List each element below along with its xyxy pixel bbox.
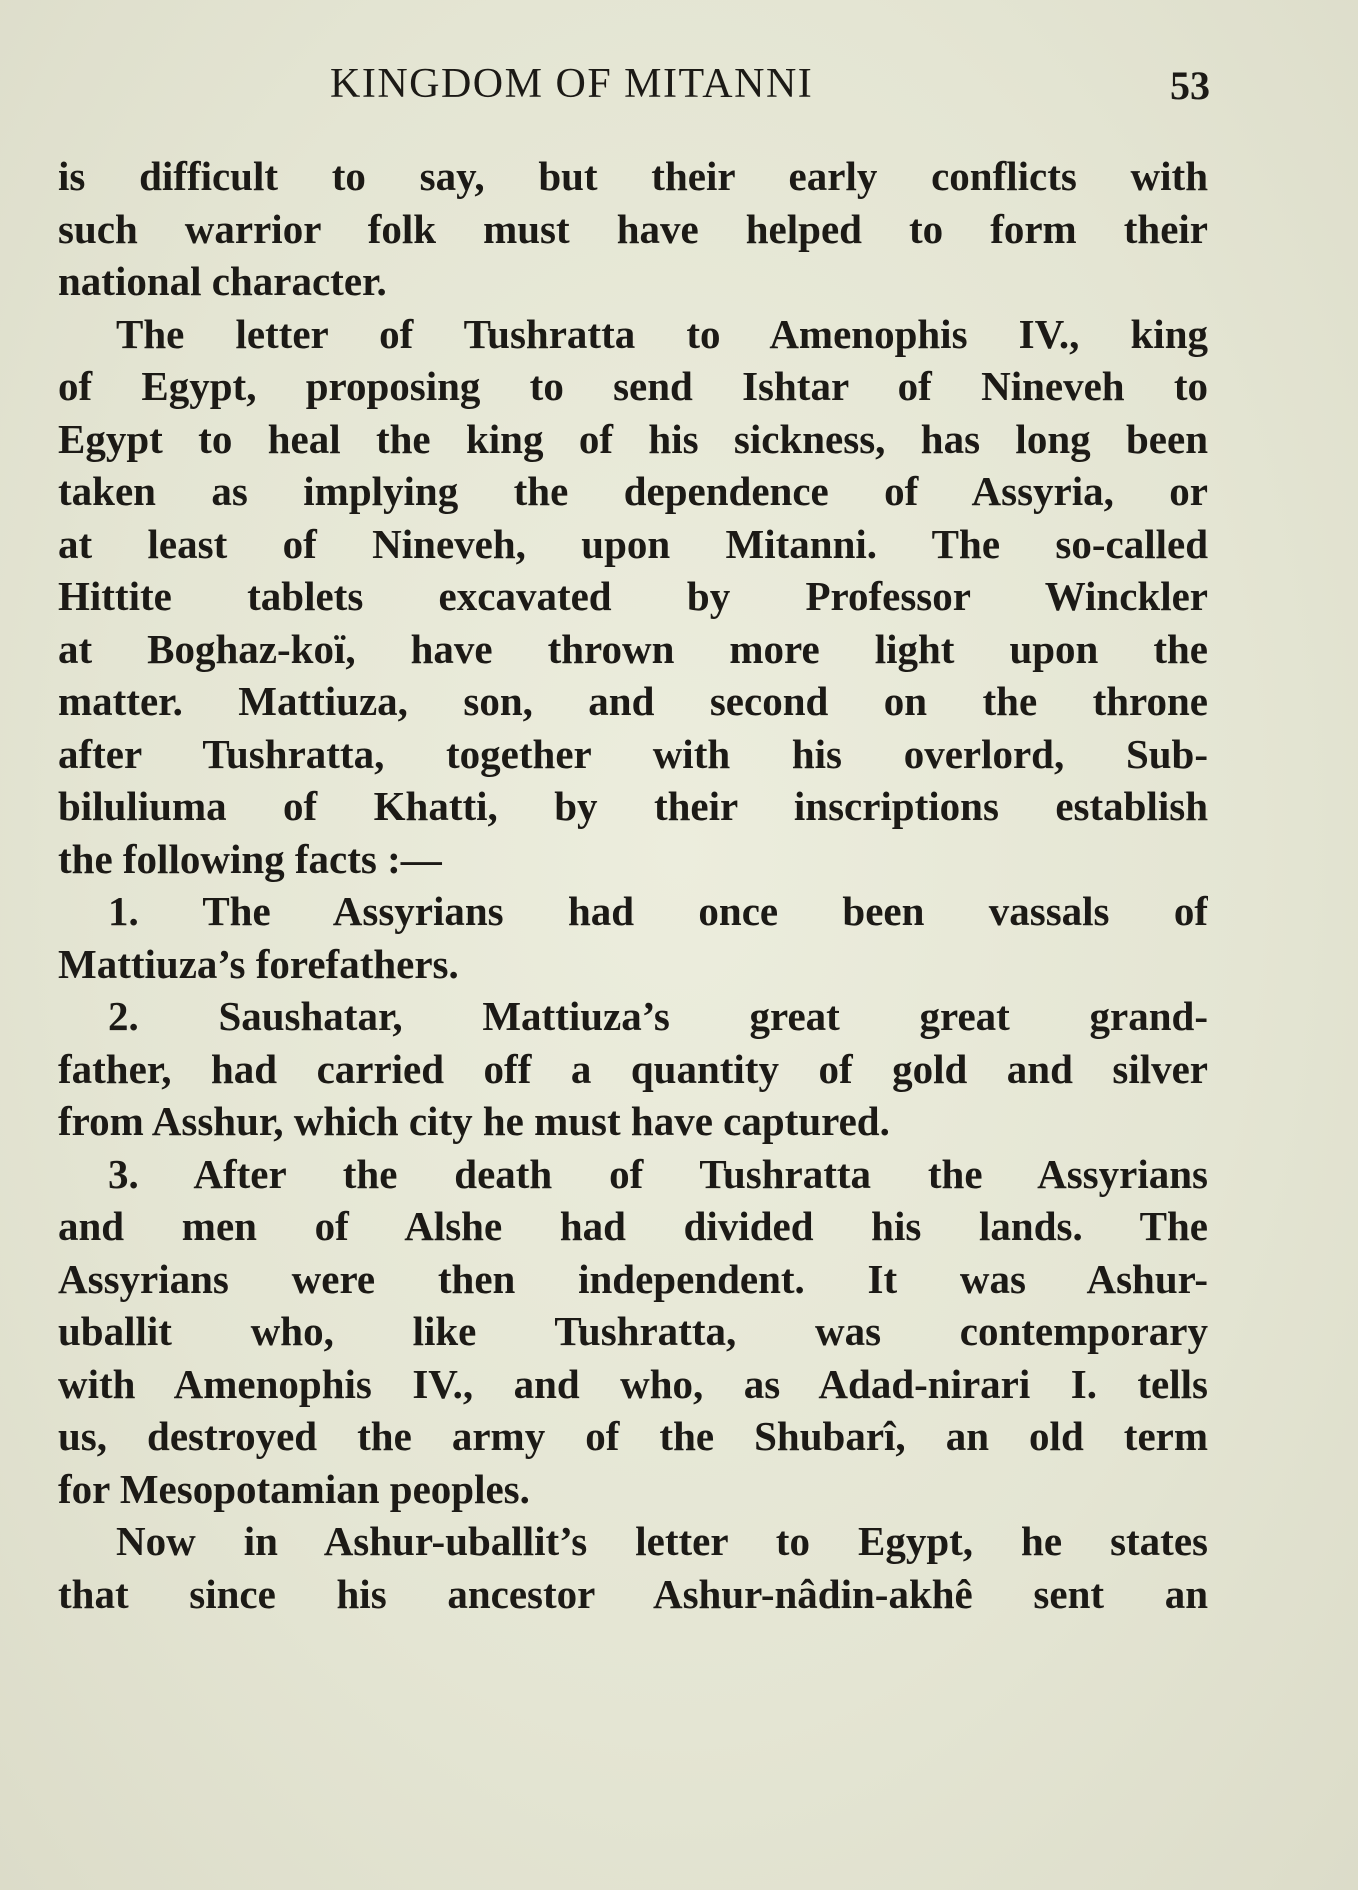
text-line: The letter of Tushratta to Amenophis IV., king xyxy=(116,310,1208,357)
text-line: Hittite tablets excavated by Professor Winckler xyxy=(58,573,1208,619)
running-head xyxy=(60,60,1210,120)
body-text xyxy=(58,150,1208,1620)
text-line: Assyrians were then independent. It was Ashur- xyxy=(58,1255,1208,1302)
text-line: of Egypt, proposing to send Ishtar of Nineveh to xyxy=(58,363,1208,409)
text-line: 2. Saushatar, Mattiuza’s great great grand- xyxy=(108,993,1208,1039)
text-line: uballit who, like Tushratta, was contemporary xyxy=(58,1308,1208,1354)
text-line: Now in Ashur-uballit’s letter to Egypt, he states xyxy=(116,1518,1208,1564)
text-line: 3. After the death of Tushratta the Assyrians xyxy=(108,1150,1208,1197)
text-line: the following facts :— xyxy=(58,835,442,882)
text-line: from Asshur, which city he must have captured. xyxy=(58,1098,890,1144)
text-line: taken as implying the dependence of Assyria, or xyxy=(58,468,1208,514)
page-number: 53 xyxy=(1170,63,1210,108)
text-line: such warrior folk must have helped to form their xyxy=(58,205,1208,252)
text-line: national character. xyxy=(58,258,387,304)
text-line: for Mesopotamian peoples. xyxy=(58,1465,530,1512)
text-line: Mattiuza’s forefathers. xyxy=(58,940,459,987)
text-line: Egypt to heal the king of his sickness, has long been xyxy=(58,415,1208,462)
text-line: at Boghaz-koï, have thrown more light upon the xyxy=(58,625,1208,672)
text-line: and men of Alshe had divided his lands. The xyxy=(58,1203,1208,1249)
text-line: us, destroyed the army of the Shubarî, an old term xyxy=(58,1413,1208,1459)
running-title: KINGDOM OF MITANNI xyxy=(330,61,814,107)
text-line: that since his ancestor Ashur-nâdin-akhê sent an xyxy=(58,1570,1208,1617)
text-line: father, had carried off a quantity of gold and silver xyxy=(58,1045,1208,1092)
text-line: after Tushratta, together with his overlord, Sub- xyxy=(58,730,1208,777)
text-line: 1. The Assyrians had once been vassals of xyxy=(108,888,1208,934)
text-line: at least of Nineveh, upon Mitanni. The so-called xyxy=(58,520,1208,567)
text-line: biluliuma of Khatti, by their inscriptions establish xyxy=(58,783,1208,829)
text-line: is difficult to say, but their early conflicts with xyxy=(58,153,1208,199)
text-line: matter. Mattiuza, son, and second on the throne xyxy=(58,678,1208,724)
text-line: with Amenophis IV., and who, as Adad-nirari I. tells xyxy=(58,1360,1208,1407)
